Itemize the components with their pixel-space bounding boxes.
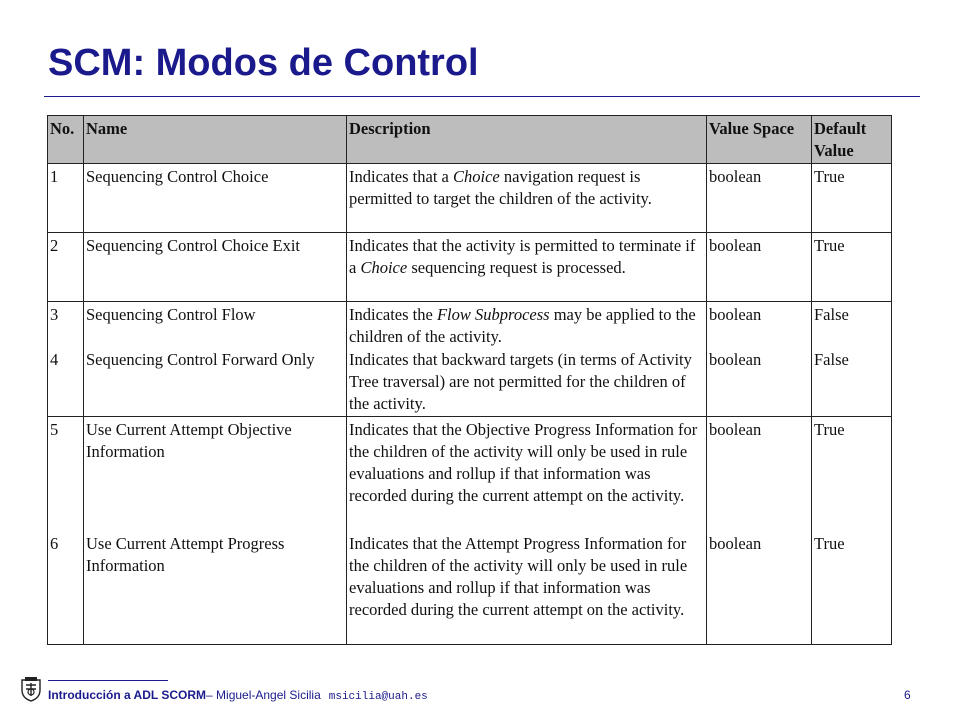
header-default-value: Default Value — [812, 116, 892, 164]
cell-default — [812, 417, 892, 645]
row-5-name: Use Current Attempt Objective Information — [86, 420, 292, 461]
cell-value-space: boolean — [707, 164, 812, 233]
table-row — [48, 164, 892, 233]
cell-no: 2 — [48, 233, 84, 302]
cell-name — [84, 417, 347, 645]
row-3-default: False — [814, 305, 849, 324]
row-4-value-space: boolean — [709, 350, 762, 369]
title-divider — [44, 96, 920, 97]
cell-value-space: boolean — [707, 233, 812, 302]
cell-description: Indicates that a Choice navigation request is permitted to target the children of the activity. — [347, 164, 707, 233]
row-4-name: Sequencing Control Forward Only — [86, 350, 315, 369]
row-5-no: 5 — [50, 420, 59, 439]
row-3-description: Indicates the Flow Subprocess may be applied to the children of the activity. — [349, 305, 696, 346]
row-5-default: True — [814, 420, 845, 439]
footer-separator: – — [206, 688, 217, 702]
row-6-name: Use Current Attempt Progress Information — [86, 534, 285, 575]
row-4-no: 4 — [50, 350, 59, 369]
row-3-no: 3 — [50, 305, 59, 324]
table-row-group — [48, 302, 892, 417]
cell-description — [347, 302, 707, 417]
cell-value-space — [707, 302, 812, 417]
footer-course: Introducción a ADL SCORM — [48, 688, 207, 702]
cell-description — [347, 417, 707, 645]
footer — [48, 688, 428, 703]
row-5-description: Indicates that the Objective Progress Information for the children of the activity will only be used in rule evaluations and rollup if that information was recorded during the current attempt on the activity. — [349, 420, 698, 505]
cell-no — [48, 417, 84, 645]
row-6-no: 6 — [50, 534, 59, 553]
control-modes-table-container — [47, 115, 891, 642]
cell-no: 1 — [48, 164, 84, 233]
university-crest-icon — [20, 676, 42, 702]
footer-author: Miguel-Angel Sicilia — [216, 688, 321, 702]
row-6-default: True — [814, 534, 845, 553]
footer-divider — [48, 680, 168, 681]
row-5-value-space: boolean — [709, 420, 762, 439]
cell-description: Indicates that the activity is permitted to terminate if a Choice sequencing request is processed. — [347, 233, 707, 302]
row-3-value-space: boolean — [709, 305, 762, 324]
header-name: Name — [84, 116, 347, 164]
row-4-default: False — [814, 350, 849, 369]
table-row — [48, 233, 892, 302]
cell-default: True — [812, 233, 892, 302]
cell-no — [48, 302, 84, 417]
table-header-row — [48, 116, 892, 164]
table-row-group — [48, 417, 892, 645]
row-6-value-space: boolean — [709, 534, 762, 553]
header-no: No. — [48, 116, 84, 164]
cell-default — [812, 302, 892, 417]
page-number: 6 — [904, 688, 911, 702]
cell-name: Sequencing Control Choice — [84, 164, 347, 233]
footer-email: msicilia@uah.es — [328, 691, 428, 703]
cell-name: Sequencing Control Choice Exit — [84, 233, 347, 302]
header-description: Description — [347, 116, 707, 164]
control-modes-table — [47, 115, 892, 645]
row-6-description: Indicates that the Attempt Progress Information for the children of the activity will only be used in rule evaluations and rollup if that information was recorded during the current attempt on the activity. — [349, 534, 688, 619]
header-value-space: Value Space — [707, 116, 812, 164]
row-4-description: Indicates that backward targets (in terms of Activity Tree traversal) are not permitted for the children of the activity. — [349, 350, 692, 413]
slide-title: SCM: Modos de Control — [48, 42, 479, 84]
cell-name — [84, 302, 347, 417]
cell-default: True — [812, 164, 892, 233]
row-3-name: Sequencing Control Flow — [86, 305, 256, 324]
cell-value-space — [707, 417, 812, 645]
